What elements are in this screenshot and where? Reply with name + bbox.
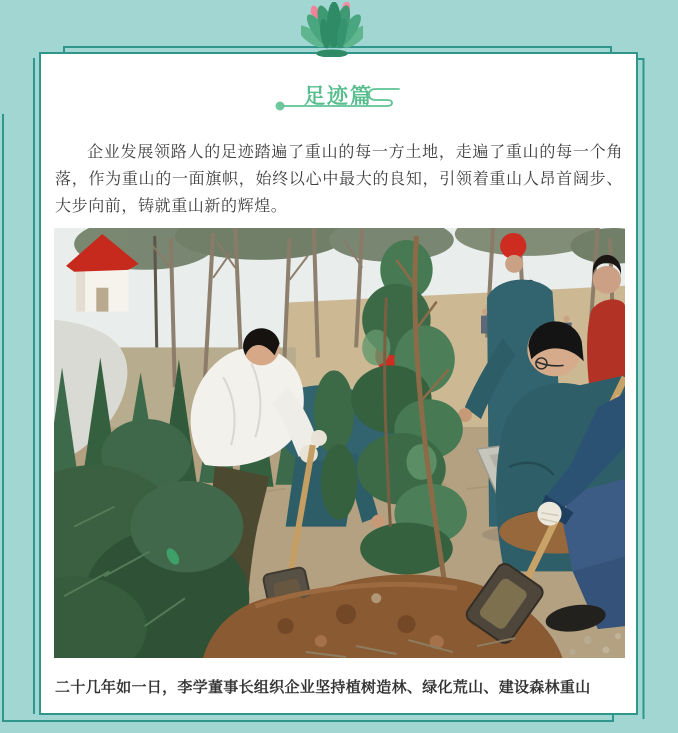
lamp-post <box>155 236 157 347</box>
dot-line-scroll-flourish <box>270 85 404 113</box>
photo-caption: 二十几年如一日，李学董事长组织企业坚持植树造林、绿化荒山、建设森林重山 <box>55 679 591 696</box>
section-title: 足迹篇 <box>304 85 373 108</box>
intro-paragraph: 企业发展领路人的足迹踏遍了重山的每一方土地，走遍了重山的每一个角落，作为重山的一面旗帜，始终以心中最大的良知，引领着重山人昂首阔步、大步向前，铸就重山新的辉煌。 <box>55 144 623 215</box>
tree-planting-photo <box>54 228 625 658</box>
succulent-plant-icon <box>301 2 363 57</box>
